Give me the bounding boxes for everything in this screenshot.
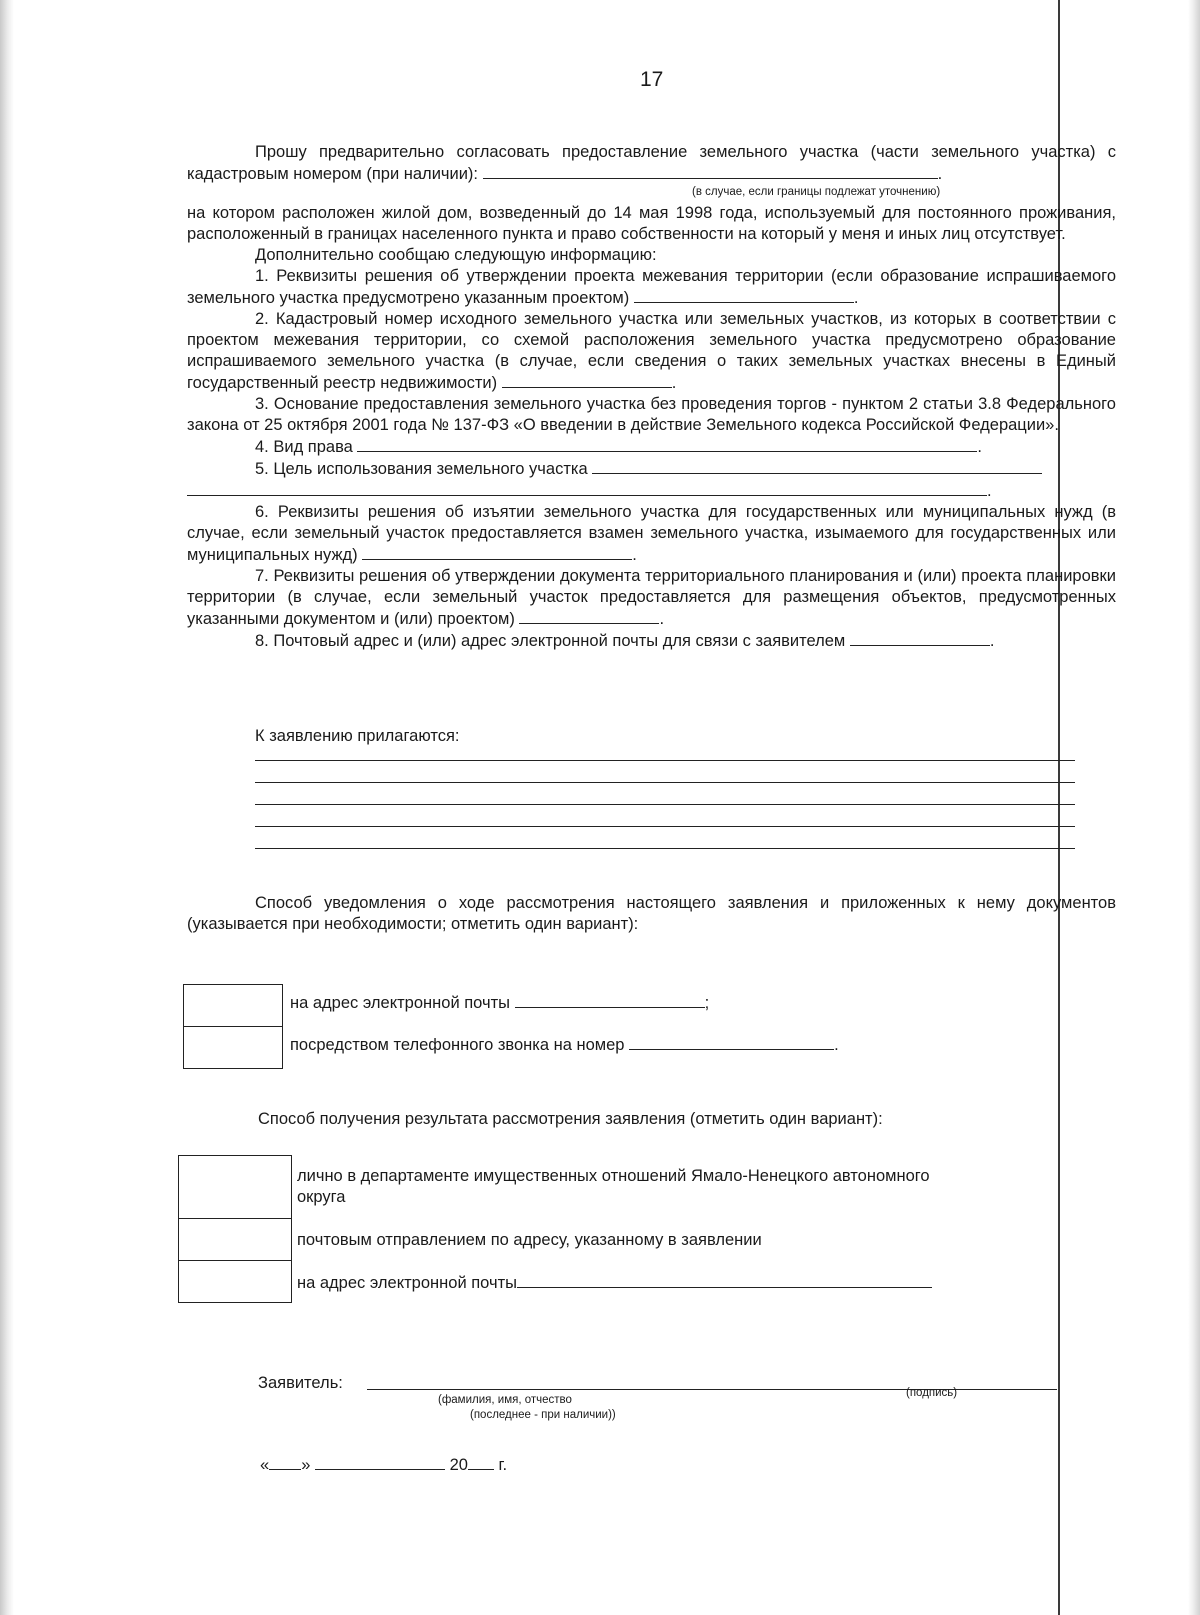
item-6: 6. Реквизиты решения об изъятии земельного участка для государственных или муниципальных нужд (в случае, если земельный участок предоставляется взамен земельного участка, изымаемого для государственных или муниципальных нужд) . [187,503,1116,564]
notification-text: Способ уведомления о ходе рассмотрения настоящего заявления и приложенных к нему документов (указывается при необходимости; отметить один вариант): [187,894,1116,933]
item-4-text: 4. Вид права [255,438,353,456]
attachment-line-3[interactable] [255,804,1075,805]
attachment-line-5[interactable] [255,848,1075,849]
item-1-field[interactable] [634,287,854,303]
item-3: 3. Основание предоставления земельного участка без проведения торгов - пунктом 2 статьи 3.8 Федерального закона от 25 октября 2001 года № 137-ФЗ «О введении в действие Земельного кодекса Российской Федерации». [187,395,1116,434]
date-close-quote: » [301,1456,311,1474]
date-year-suffix: г. [498,1456,508,1474]
checkbox-notify-phone[interactable] [183,1026,283,1069]
attachment-line-2[interactable] [255,782,1075,783]
item-5-continuation: . [187,480,1116,502]
scan-edge-right [1188,0,1200,1615]
notify-phone-label: посредством телефонного звонка на номер [290,1036,625,1054]
notify-email-label: на адрес электронной почты [290,994,511,1012]
signature-hint: (подпись) [906,1387,958,1399]
checkbox-result-personal[interactable] [178,1155,292,1219]
attachments-title: К заявлению прилагаются: [255,727,460,745]
date-line [260,1454,507,1476]
request-paragraph: Прошу предварительно согласовать предоставление земельного участка (части земельного участка) с кадастровым номером (при наличии): . [187,143,1116,183]
item-1: 1. Реквизиты решения об утверждении проекта межевания территории (если образование испрашиваемого земельного участка предусмотрено указанным проектом) . [187,267,1116,307]
notify-email-field[interactable] [515,992,705,1008]
item-7: 7. Реквизиты решения об утверждении документа территориального планирования и (или) проекта планировки территории (в случае, если земельный участок предоставляется для размещения объектов, предусмотренных указанными документом и (или) проектом) . [187,567,1116,628]
date-year-prefix: 20 [449,1456,468,1474]
notify-phone-option: посредством телефонного звонка на номер . [290,1036,839,1054]
item-2-text: 2. Кадастровый номер исходного земельного участка или земельных участков, из которых в соответствии с проектом межевания территории, со схемой расположения земельного участка предусмотрено образование испрашиваемого земельного участка (в случае, если сведения о таких земельных участках внесены в Единый государственный реестр недвижимости) [187,310,1116,392]
item-5 [187,458,1116,480]
scan-edge-left [0,0,14,1615]
request-section [187,142,1116,652]
house-paragraph: на котором расположен жилой дом, возведенный до 14 мая 1998 года, используемый для постоянного проживания, расположенный в границах населенного пункта и право собственности на который у меня и иных лиц отсутствует. [187,204,1116,243]
checkbox-result-email[interactable] [178,1260,292,1303]
applicant-label: Заявитель: [258,1374,343,1392]
attachment-line-4[interactable] [255,826,1075,827]
checkbox-notify-email[interactable] [183,984,283,1027]
cadastral-number-field[interactable] [483,163,938,179]
result-email-option [297,1272,932,1294]
notify-phone-field[interactable] [629,1034,834,1050]
date-open-quote: « [260,1456,270,1474]
notify-email-option: на адрес электронной почты ; [290,994,710,1012]
result-text: Способ получения результата рассмотрения заявления (отметить один вариант): [258,1110,883,1128]
item-2-field[interactable] [502,372,672,388]
item-6-field[interactable] [362,544,632,560]
additional-info-heading: Дополнительно сообщаю следующую информацию: [255,246,657,264]
attachment-line-1[interactable] [255,760,1075,761]
checkbox-result-post[interactable] [178,1218,292,1261]
item-4-field[interactable] [357,436,977,452]
item-5-field[interactable] [592,458,1042,474]
date-month-field[interactable] [315,1454,445,1470]
notification-section [187,893,1116,935]
name-hint-1: (фамилия, имя, отчество [438,1394,572,1406]
name-hint-2: (последнее - при наличии)) [470,1409,616,1421]
item-8: 8. Почтовый адрес и (или) адрес электронной почты для связи с заявителем . [255,632,995,650]
item-7-text: 7. Реквизиты решения об утверждении документа территориального планирования и (или) проекта планировки территории (в случае, если земельный участок предоставляется для размещения объектов, предусмотренных указанными документом и (или) проектом) [187,567,1116,628]
item-4: 4. Вид права . [255,438,983,456]
page-number: 17 [640,68,664,91]
request-text: Прошу предварительно согласовать предоставление земельного участка (части земельного участка) с кадастровым номером (при наличии): [187,143,1116,183]
result-email-label: на адрес электронной почты [297,1274,518,1292]
item-8-text: 8. Почтовый адрес и (или) адрес электронной почты для связи с заявителем [255,632,846,650]
cadastral-hint: (в случае, если границы подлежат уточнению) [692,186,941,198]
item-1-text: 1. Реквизиты решения об утверждении проекта межевания территории (если образование испрашиваемого земельного участка предусмотрено указанным проектом) [187,267,1116,307]
item-6-text: 6. Реквизиты решения об изъятии земельного участка для государственных или муниципальных нужд (в случае, если земельный участок предоставляется взамен земельного участка, изымаемого для государственных или муниципальных нужд) [187,503,1116,564]
item-5-text: 5. Цель использования земельного участка [255,460,588,478]
result-post-label: почтовым отправлением по адресу, указанному в заявлении [297,1231,762,1249]
item-5-field-2[interactable] [187,480,987,496]
item-8-field[interactable] [850,630,990,646]
date-year-field[interactable] [468,1454,494,1470]
item-7-field[interactable] [519,608,659,624]
item-2: 2. Кадастровый номер исходного земельного участка или земельных участков, из которых в соответствии с проектом межевания территории, со схемой расположения земельного участка предусмотрено образование испрашиваемого земельного участка (в случае, если сведения о таких земельных участках внесены в Единый государственный реестр недвижимости) . [187,310,1116,392]
result-personal-label: лично в департаменте имущественных отношений Ямало-Ненецкого автономного округа [297,1167,930,1206]
date-day-field[interactable] [269,1454,301,1470]
result-email-field[interactable] [517,1272,932,1288]
